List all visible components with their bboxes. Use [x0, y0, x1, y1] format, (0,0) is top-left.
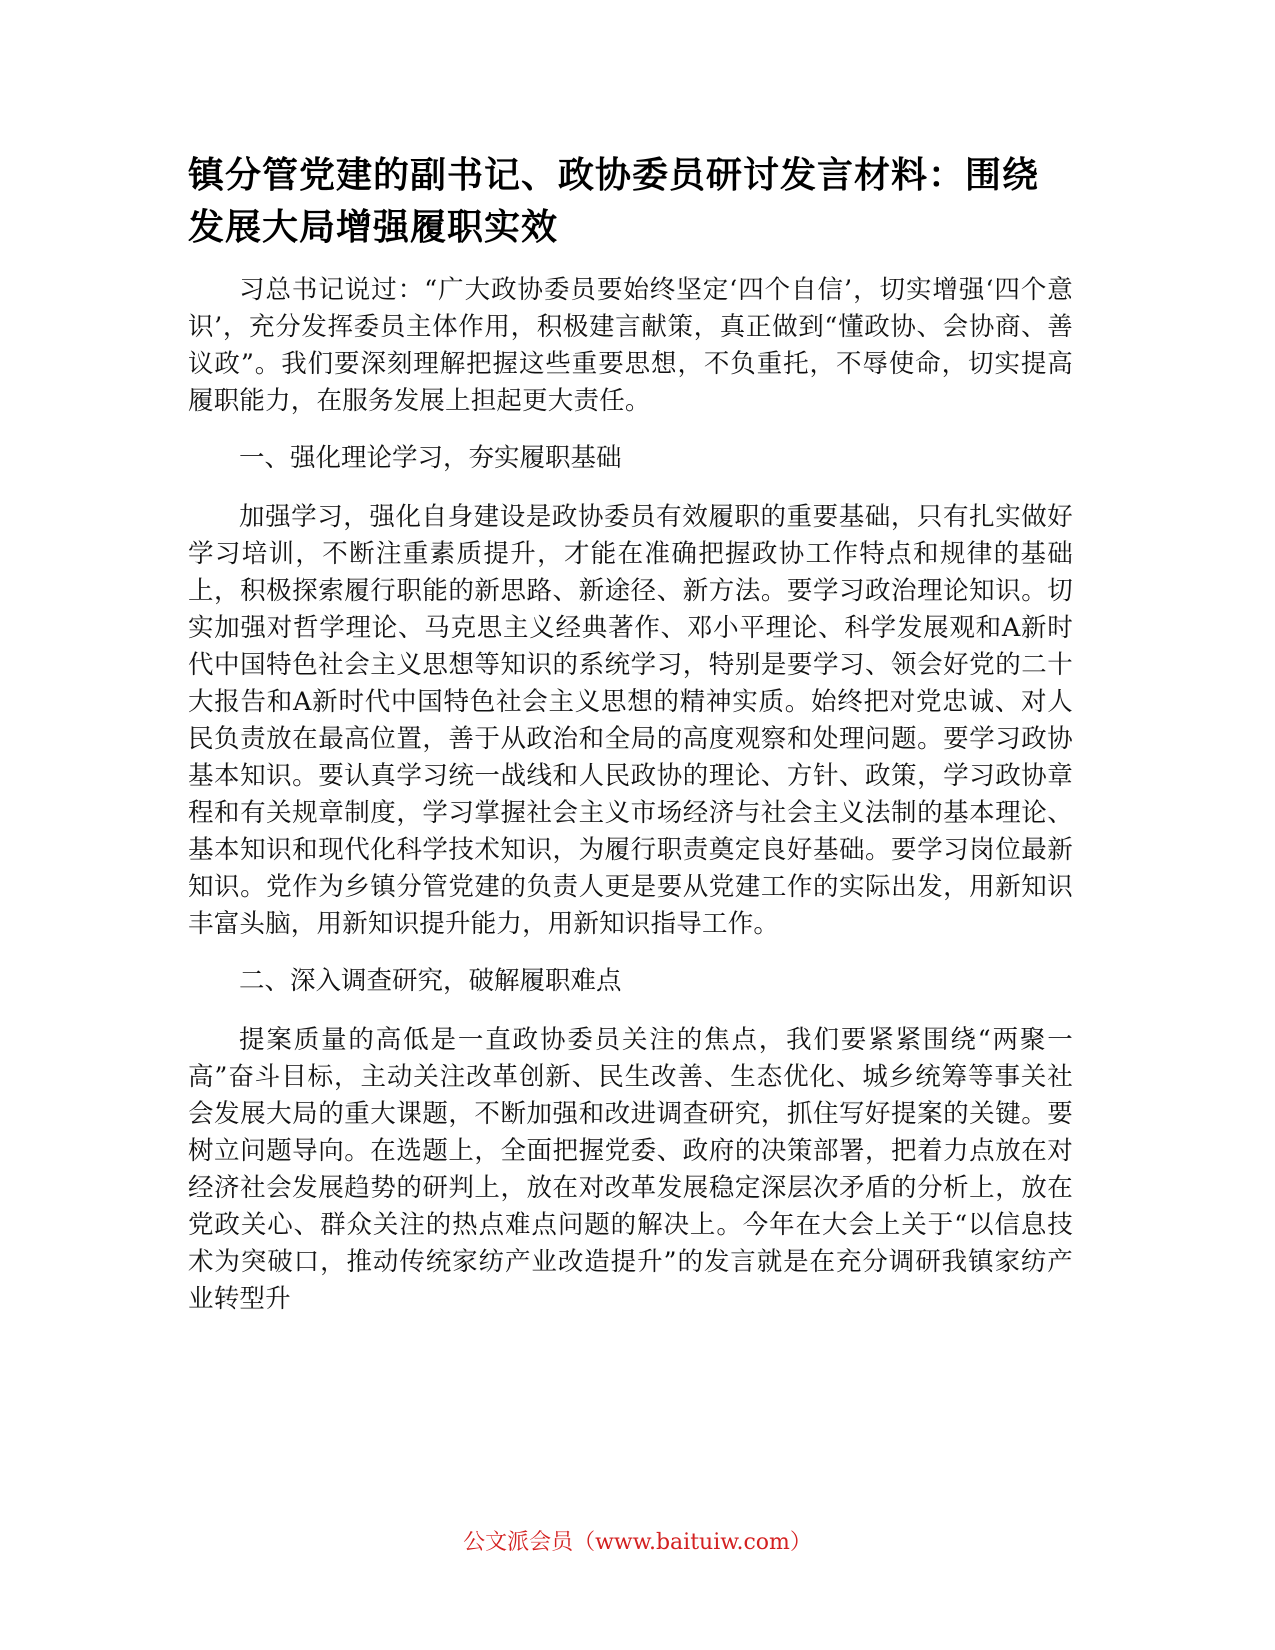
- intro-paragraph: 习总书记说过：“广大政协委员要始终坚定‘四个自信’，切实增强‘四个意识’，充分发挥委员主体作用，积极建言献策，真正做到“懂政协、会协商、善议政”。我们要深刻理解把握这些重要思想，不负重托，不辱使命，切实提高履职能力，在服务发展上担起更大责任。: [188, 275, 1073, 416]
- document-title: 镇分管党建的副书记、政协委员研讨发言材料：围绕发展大局增强履职实效: [188, 155, 1040, 248]
- section-heading-2: 二、深入调查研究，破解履职难点: [239, 966, 622, 996]
- document-body: [188, 150, 1073, 1338]
- section-heading-1: 一、强化理论学习，夯实履职基础: [239, 443, 622, 473]
- section-body-2: 提案质量的高低是一直政协委员关注的焦点，我们要紧紧围绕“两聚一高”奋斗目标，主动关注改革创新、民生改善、生态优化、城乡统筹等事关社会发展大局的重大课题，不断加强和改进调查研究，抓住写好提案的关键。要树立问题导向。在选题上，全面把握党委、政府的决策部署，把着力点放在对经济社会发展趋势的研判上，放在对改革发展稳定深层次矛盾的分析上，放在党政关心、群众关注的热点难点问题的解决上。今年在大会上关于“以信息技术为突破口，推动传统家纺产业改造提升”的发言就是在充分调研我镇家纺产业转型升: [188, 1025, 1073, 1314]
- section-body-1: 加强学习，强化自身建设是政协委员有效履职的重要基础，只有扎实做好学习培训，不断注重素质提升，才能在准确把握政协工作特点和规律的基础上，积极探索履行职能的新思路、新途径、新方法。要学习政治理论知识。切实加强对哲学理论、马克思主义经典著作、邓小平理论、科学发展观和A新时代中国特色社会主义思想等知识的系统学习，特别是要学习、领会好党的二十大报告和A新时代中国特色社会主义思想的精神实质。始终把对党忠诚、对人民负责放在最高位置，善于从政治和全局的高度观察和处理问题。要学习政协基本知识。要认真学习统一战线和人民政协的理论、方针、政策，学习政协章程和有关规章制度，学习掌握社会主义市场经济与社会主义法制的基本理论、基本知识和现代化科学技术知识，为履行职责奠定良好基础。要学习岗位最新知识。党作为乡镇分管党建的负责人更是要从党建工作的实际出发，用新知识丰富头脑，用新知识提升能力，用新知识指导工作。: [188, 502, 1073, 939]
- footer-watermark-link[interactable]: 公文派会员（www.baituiw.com）: [463, 1530, 812, 1555]
